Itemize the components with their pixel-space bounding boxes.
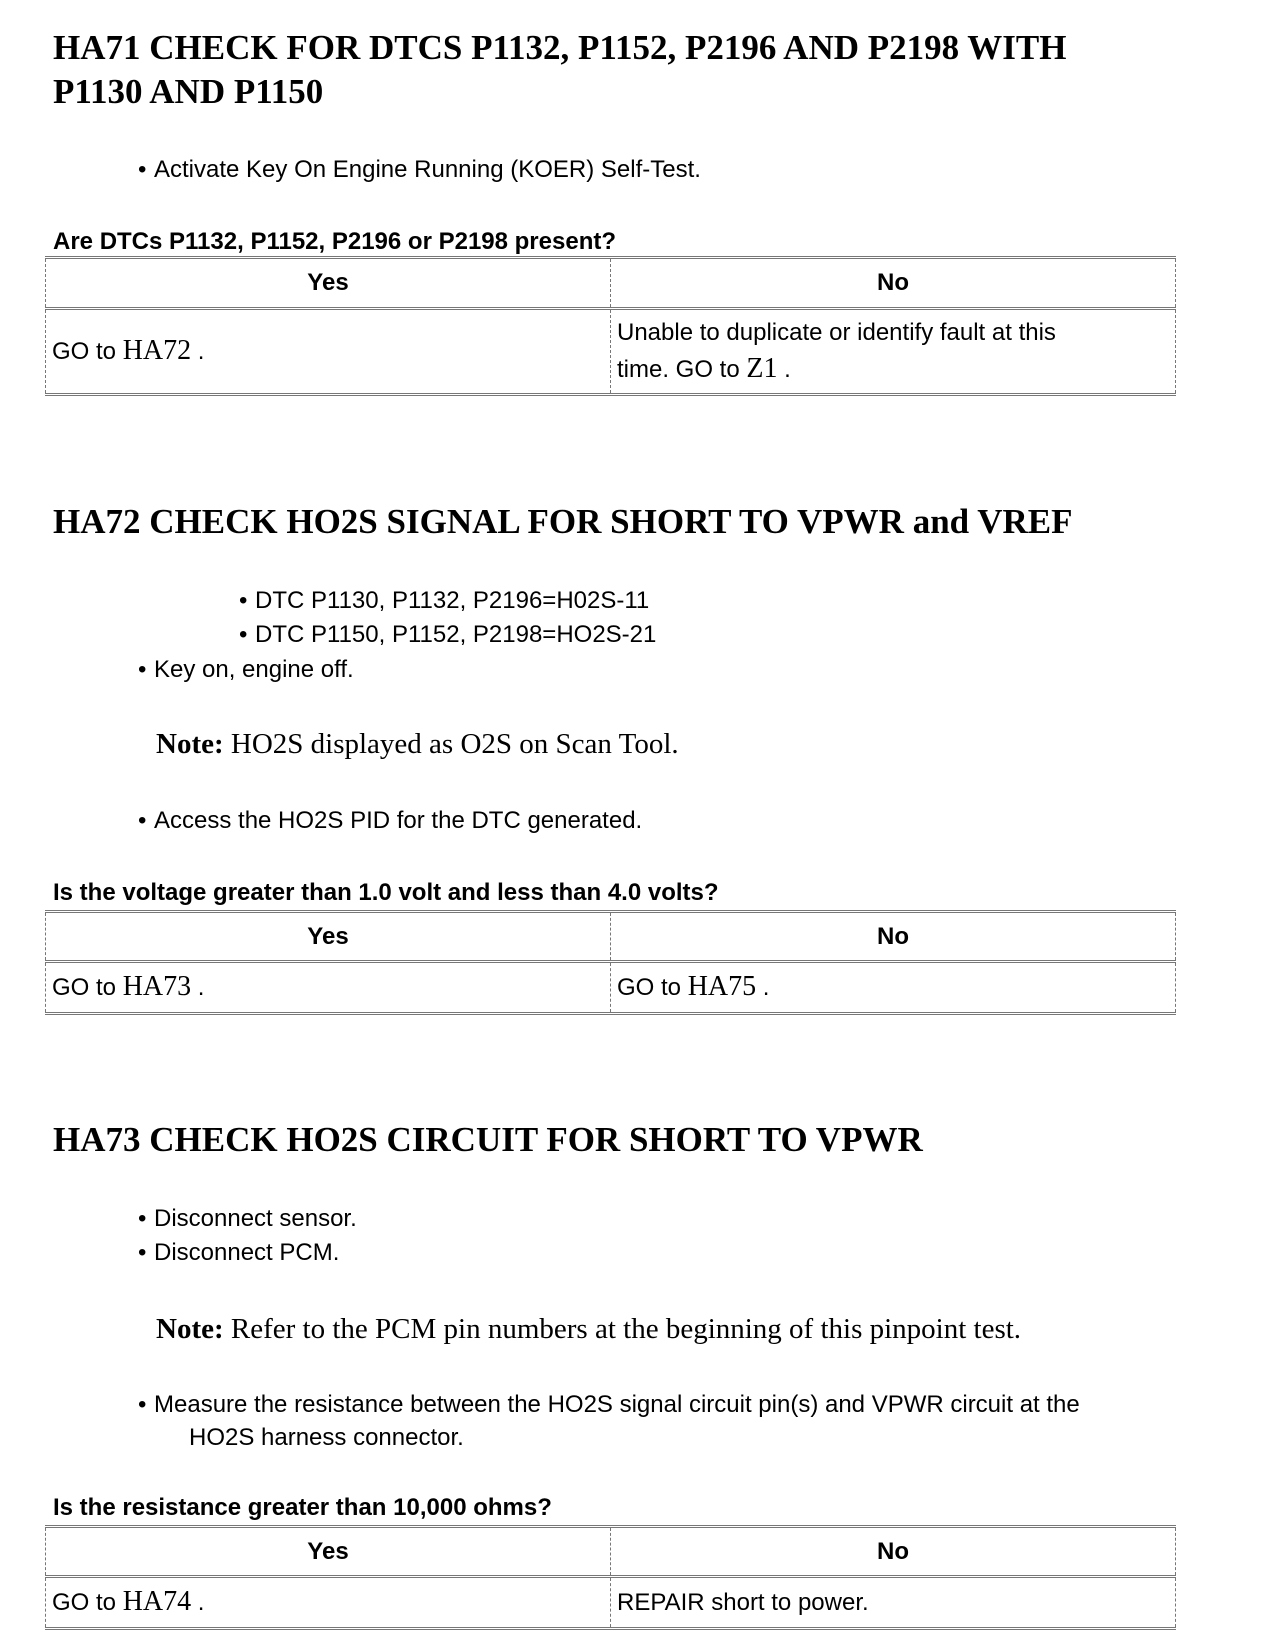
sub-step-item: • DTC P1130, P1132, P2196=H02S-11 [255, 585, 649, 617]
link-ha75[interactable]: HA75 [687, 971, 757, 1002]
step-item: • Disconnect PCM. [154, 1237, 339, 1269]
sub-step-item: • DTC P1150, P1152, P2198=HO2S-21 [255, 619, 656, 651]
link-ha73[interactable]: HA73 [122, 971, 192, 1002]
step-item: • Key on, engine off. [154, 654, 354, 686]
no-cell [611, 309, 1176, 395]
suffix: . [191, 974, 205, 1001]
go-to-label: GO to [52, 1589, 123, 1616]
link-z1[interactable]: Z1 [746, 353, 778, 384]
no-text-line2: time. GO to [617, 356, 747, 383]
header-no: No [611, 912, 1176, 962]
go-to-label: GO to [617, 974, 688, 1001]
header-no: No [611, 258, 1176, 309]
header-yes: Yes [46, 258, 611, 309]
note [156, 726, 679, 762]
note-label: Note: [156, 728, 224, 760]
yes-cell [46, 962, 611, 1014]
suffix: . [777, 356, 791, 383]
yes-cell [46, 1577, 611, 1629]
suffix: . [191, 1589, 205, 1616]
step-item: • Access the HO2S PID for the DTC generated. [154, 805, 642, 837]
step-item: • Measure the resistance between the HO2S signal circuit pin(s) and VPWR circuit at the [154, 1389, 1080, 1421]
go-to-label: GO to [52, 338, 123, 365]
step-item: • Activate Key On Engine Running (KOER) Self-Test. [154, 154, 701, 186]
answer-table [45, 910, 1176, 1015]
header-no: No [611, 1527, 1176, 1577]
section-title-ha71-line2: P1130 AND P1150 [53, 72, 324, 111]
question: Is the voltage greater than 1.0 volt and less than 4.0 volts? [53, 879, 719, 906]
answer-table [45, 1525, 1176, 1630]
link-ha72[interactable]: HA72 [122, 335, 192, 366]
note [156, 1311, 1021, 1347]
no-cell: REPAIR short to power. [611, 1577, 1176, 1629]
note-label: Note: [156, 1313, 224, 1345]
answer-table [45, 256, 1176, 396]
section-title-ha73: HA73 CHECK HO2S CIRCUIT FOR SHORT TO VPWR [53, 1120, 923, 1159]
header-yes: Yes [46, 1527, 611, 1577]
question: Are DTCs P1132, P1152, P2196 or P2198 present? [53, 228, 617, 255]
header-yes: Yes [46, 912, 611, 962]
suffix: . [756, 974, 770, 1001]
section-title-ha71: HA71 CHECK FOR DTCS P1132, P1152, P2196 AND P2198 WITH [53, 28, 1067, 67]
step-item-continuation: HO2S harness connector. [189, 1424, 464, 1451]
step-item: • Disconnect sensor. [154, 1203, 357, 1235]
link-ha74[interactable]: HA74 [122, 1586, 192, 1617]
question: Is the resistance greater than 10,000 ohms? [53, 1494, 552, 1521]
no-text-line1: Unable to duplicate or identify fault at this [617, 319, 1056, 346]
section-title-ha72: HA72 CHECK HO2S SIGNAL FOR SHORT TO VPWR and VREF [53, 502, 1073, 541]
go-to-label: GO to [52, 974, 123, 1001]
note-text: Refer to the PCM pin numbers at the beginning of this pinpoint test. [223, 1313, 1022, 1345]
suffix: . [191, 338, 205, 365]
note-text: HO2S displayed as O2S on Scan Tool. [223, 728, 679, 760]
no-cell [611, 962, 1176, 1014]
yes-cell [46, 309, 611, 395]
